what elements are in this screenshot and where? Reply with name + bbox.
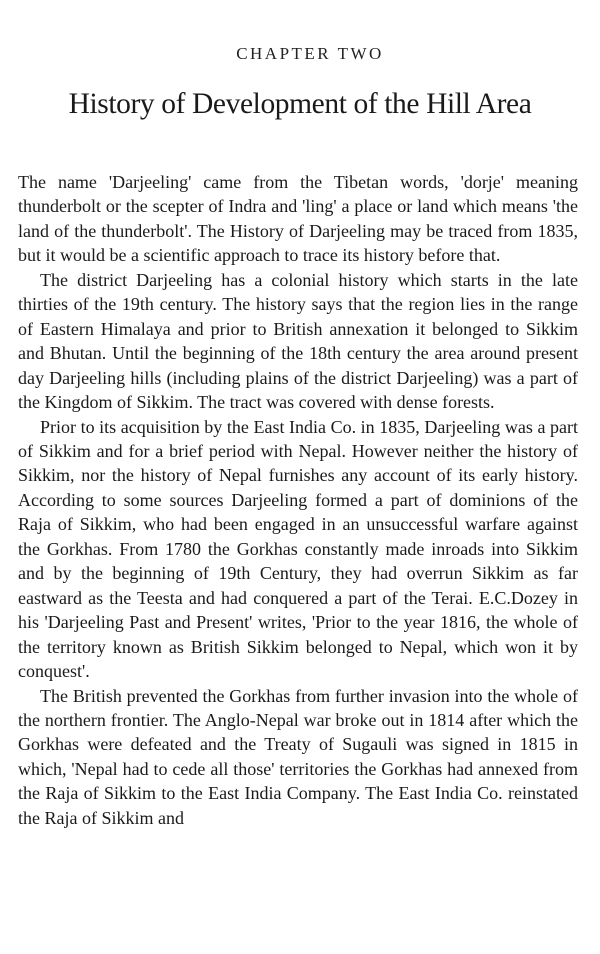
paragraph-4: The British prevented the Gorkhas from further invasion into the whole of the northern frontier. The Anglo-Nepal war broke out in 1814 after which the Gorkhas were defeated and the Treaty of Sugauli was signed in 1815 in which, 'Nepal had to cede all those' territories the Gorkhas had annexed from the Raja of Sikkim to the East India Company. The East India Co. reinstated the Raja of Sikkim and — [18, 685, 578, 828]
paragraph-1: The name 'Darjeeling' came from the Tibetan words, 'dorje' meaning thunderbolt or the scepter of Indra and 'ling' a place or land which means 'the land of the thunderbolt'. The History of Darjeeling may be traced from 1835, but it would be a scientific approach to trace its history before that. — [18, 172, 578, 266]
paragraph-3: Prior to its acquisition by the East India Co. in 1835, Darjeeling was a part of Sikkim and for a brief period with Nepal. However neither the history of Sikkim, nor the history of Nepal furnishes any account of its early history. According to some sources Darjeeling formed a part of dominions of the Raja of Sikkim, who had been engaged in an unsuccessful warfare against the Gorkhas. From 1780 the Gorkhas constantly made inroads into Sikkim and by the beginning of 19th Century, they had overrun Sikkim as far eastward as the Teesta and had conquered a part of the Terai. E.C.Dozey in his 'Darjeeling Past and Present' writes, 'Prior to the year 1816, the whole of the territory known as British Sikkim belonged to Nepal, which won it by conquest'. — [18, 416, 578, 682]
body-text — [18, 170, 578, 830]
paragraph-2: The district Darjeeling has a colonial history which starts in the late thirties of the 19th century. The history says that the region lies in the range of Eastern Himalaya and prior to British annexation it belonged to Sikkim and Bhutan. Until the beginning of the 18th century the area around present day Darjeeling hills (including plains of the district Darjeeling) was a part of the Kingdom of Sikkim. The tract was covered with dense forests. — [18, 269, 578, 413]
chapter-title: History of Development of the Hill Area — [68, 88, 532, 120]
chapter-label: CHAPTER TWO — [236, 44, 384, 63]
